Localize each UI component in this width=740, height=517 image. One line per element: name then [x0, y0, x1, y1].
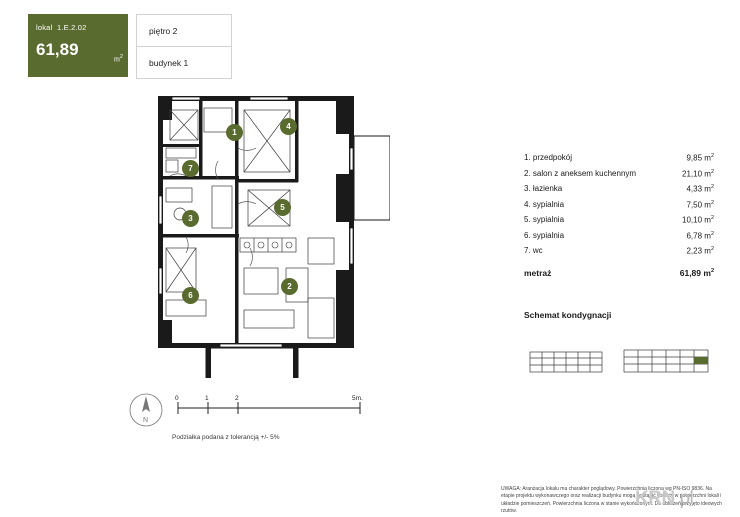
scale-tick-5: 5m. [352, 395, 363, 402]
legend-label: 3. łazienka [524, 184, 563, 193]
legend-row [524, 214, 714, 230]
legend-label: 7. wc [524, 246, 543, 255]
scale-tick-1: 1 [205, 395, 209, 402]
watermark [635, 488, 693, 510]
floor-scheme-title: Schemat kondygnacji [524, 310, 612, 320]
legend-value: 2,23 $m^2$ [686, 246, 714, 256]
floor-plan-drawing [140, 88, 390, 378]
legend-label: 1. przedpokój [524, 153, 573, 162]
building-box [136, 46, 232, 79]
watermark-brand: KRN [635, 488, 675, 509]
lokal-label: lokal [36, 23, 53, 32]
highlighted-unit [694, 357, 708, 364]
floor-label: piętro 2 [149, 25, 178, 36]
lokal-id-line [36, 23, 87, 32]
room-marker-1: 1 [226, 124, 243, 141]
legend-value: 4,33 $m^2$ [686, 184, 714, 194]
legend-total-label: metraż [524, 267, 552, 278]
room-marker-4: 4 [280, 118, 297, 135]
room-marker-7: 7 [182, 160, 199, 177]
watermark-suffix: .pl [674, 488, 694, 509]
room-marker-2: 2 [281, 278, 298, 295]
legend-row [524, 183, 714, 199]
compass-icon [128, 392, 164, 428]
legend-label: 2. salon z aneksem kuchennym [524, 168, 637, 178]
lokal-id: 1.E.2.02 [57, 23, 87, 32]
legend-label: 5. sypialnia [524, 215, 565, 224]
scale-tolerance-note: Podziałka podana z tolerancją +/- 5% [172, 434, 280, 441]
legend-label: 6. sypialnia [524, 230, 565, 240]
apartment-area-unit: $m^2$ [114, 54, 123, 64]
legend-row [524, 230, 714, 246]
legend-row [524, 199, 714, 215]
legend-value: 21,10 $m^2$ [682, 168, 714, 179]
compass-n-label: N [143, 417, 149, 424]
legend-value: 9,85 $m^2$ [686, 153, 714, 163]
legend-value: 10,10 $m^2$ [682, 215, 714, 225]
legend-row [524, 245, 714, 261]
apartment-badge [28, 14, 128, 77]
scale-bar [174, 394, 374, 424]
legend-label: 4. sypialnia [524, 199, 565, 209]
legend-value: 7,50 $m^2$ [686, 199, 714, 210]
scale-section [128, 392, 368, 444]
floor-scheme-diagram [524, 344, 714, 380]
apartment-area-value: 61,89 [36, 40, 79, 59]
floor-box [136, 14, 232, 47]
room-marker-6: 6 [182, 287, 199, 304]
legend-total-value: 61,89 $m^2$ [679, 267, 714, 278]
room-marker-3: 3 [182, 210, 199, 227]
scale-tick-2: 2 [235, 395, 239, 402]
disclaimer-note: UWAGA: Aranżacja lokalu ma charakter poglądowy. Powierzchnia liczona wg PN-ISO 9836. Na etapie projektu wykonawczego oraz realizacji budynku mogą wystąpić korekty w powierzchni lokali i układzie pomieszczeń. Powierzchnia liczona w stanie wykończonym. Do obliczeń przyjęto ideowych rzutów. [501, 486, 722, 514]
legend-row [524, 168, 714, 184]
legend-row [524, 152, 714, 168]
building-label: budynek 1 [149, 57, 189, 68]
legend-value: 6,78 $m^2$ [686, 230, 714, 241]
floor-plan [140, 88, 390, 378]
legend-total-row [524, 266, 714, 284]
floor-scheme-drawing [524, 344, 714, 380]
room-marker-5: 5 [274, 199, 291, 216]
room-legend [524, 152, 714, 284]
scale-tick-0: 0 [175, 395, 179, 402]
